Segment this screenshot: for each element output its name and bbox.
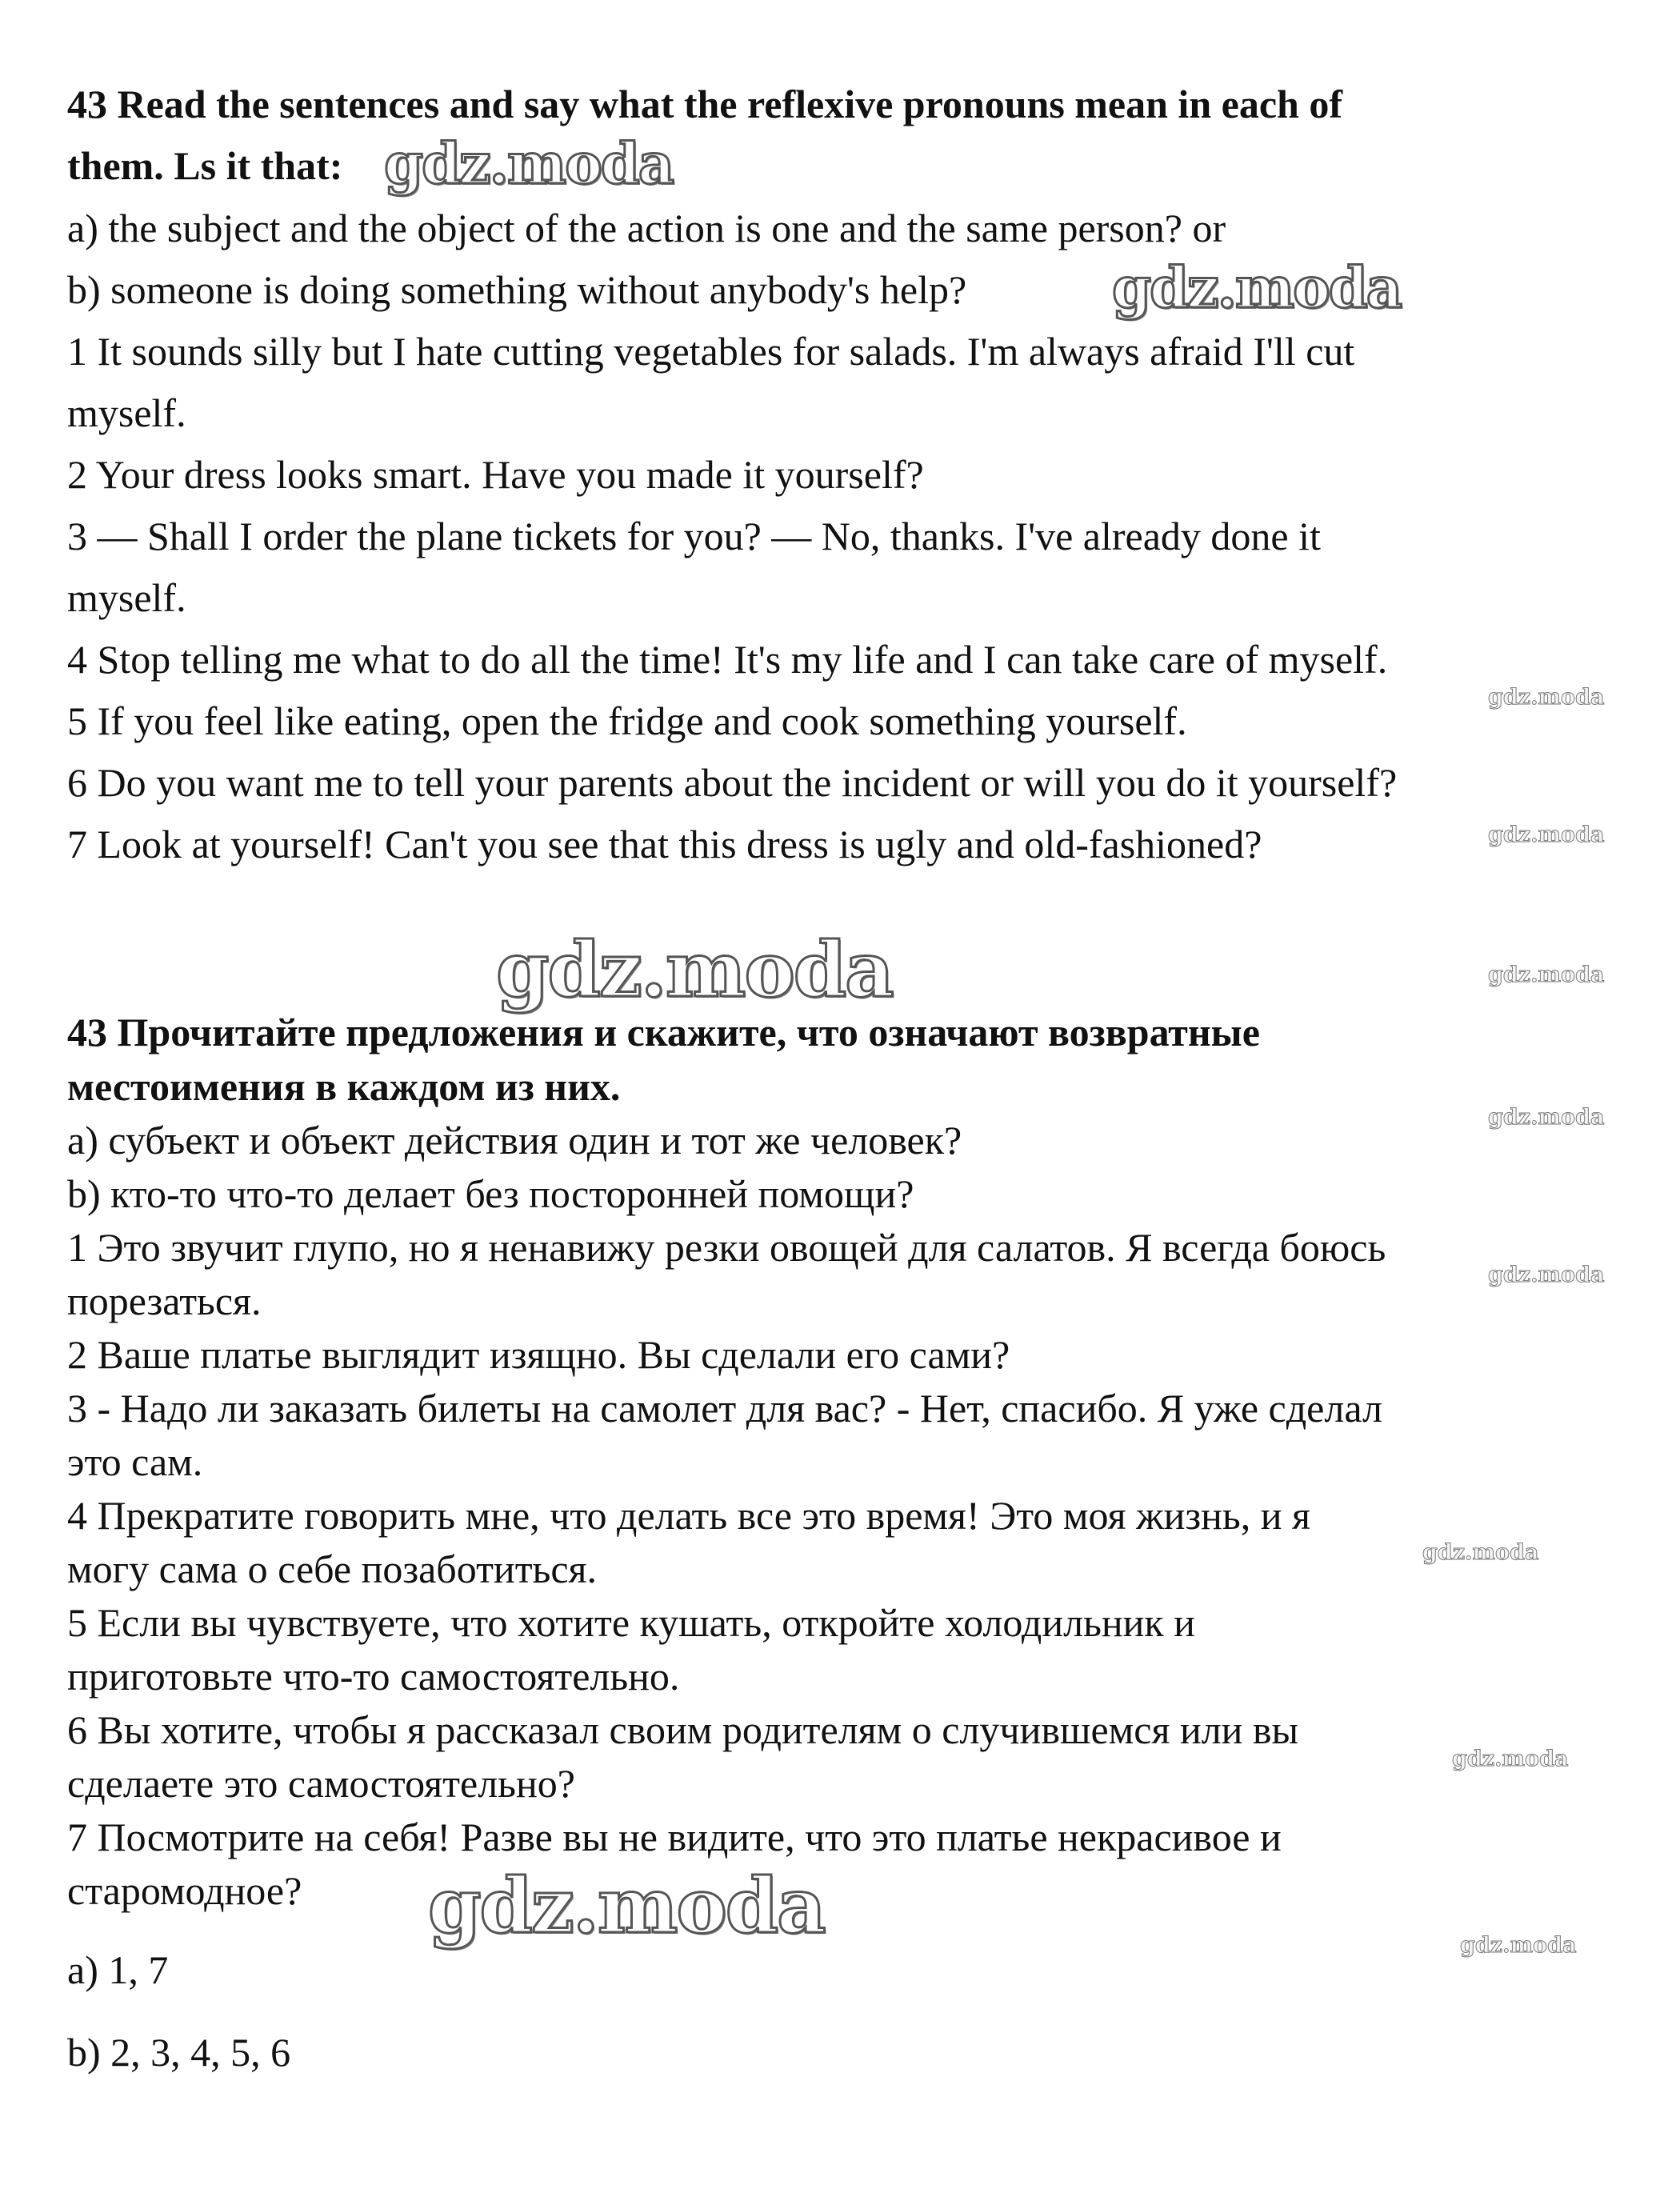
russian-option-b: b) кто-то что-то делает без посторонней помощи? xyxy=(67,1171,914,1216)
russian-sentence-3-line-1: 3 - Надо ли заказать билеты на самолет для вас? - Нет, спасибо. Я уже сделал xyxy=(67,1386,1382,1431)
russian-sentence-1-line-1: 1 Это звучит глупо, но я ненавижу резки овощей для салатов. Я всегда боюсь xyxy=(67,1225,1386,1270)
watermark-logo: gdz.moda xyxy=(496,926,893,1014)
russian-sentence-3-line-2: это сам. xyxy=(67,1439,203,1484)
english-sentence-1-line-2: myself. xyxy=(67,390,186,435)
watermark-logo: gdz.moda xyxy=(384,130,674,197)
english-sentence-3-line-2: myself. xyxy=(67,575,186,620)
english-heading-line-1: 43 Read the sentences and say what the reflexive pronouns mean in each of xyxy=(67,82,1342,126)
english-heading-line-2: them. Ls it that: xyxy=(67,143,343,188)
watermark-logo: gdz.moda xyxy=(428,1862,825,1951)
russian-sentence-6-line-1: 6 Вы хотите, чтобы я рассказал своим родителям о случившемся или вы xyxy=(67,1707,1299,1752)
russian-sentence-4-line-1: 4 Прекратите говорить мне, что делать все это время! Это моя жизнь, и я xyxy=(67,1493,1310,1538)
english-sentence-4: 4 Stop telling me what to do all the time! It's my life and I can take care of myself. xyxy=(67,637,1388,682)
watermark-small: gdz.moda xyxy=(1488,1105,1605,1130)
russian-sentence-2: 2 Ваше платье выглядит изящно. Вы сделали его сами? xyxy=(67,1332,1010,1377)
russian-heading-line-2: местоимения в каждом из них. xyxy=(67,1064,621,1109)
english-option-a: a) the subject and the object of the action is one and the same person? or xyxy=(67,206,1226,250)
russian-sentence-4-line-2: могу сама о себе позаботиться. xyxy=(67,1547,598,1591)
watermark-small: gdz.moda xyxy=(1460,1933,1577,1958)
english-sentence-2: 2 Your dress looks smart. Have you made it yourself? xyxy=(67,452,924,497)
watermark-small: gdz.moda xyxy=(1422,1540,1539,1565)
answer-a: a) 1, 7 xyxy=(67,1947,169,1992)
watermark-logo: gdz.moda xyxy=(1112,254,1402,321)
watermark-small: gdz.moda xyxy=(1488,962,1605,987)
english-sentence-6: 6 Do you want me to tell your parents about the incident or will you do it yourself? xyxy=(67,760,1398,805)
russian-sentence-6-line-2: сделаете это самостоятельно? xyxy=(67,1761,575,1806)
russian-sentence-7-line-1: 7 Посмотрите на себя! Разве вы не видите, что это платье некрасивое и xyxy=(67,1815,1282,1859)
english-sentence-5: 5 If you feel like eating, open the fridge and cook something yourself. xyxy=(67,698,1187,743)
english-option-b: b) someone is doing something without anybody's help? xyxy=(67,267,967,312)
russian-heading-line-1: 43 Прочитайте предложения и скажите, что означают возвратные xyxy=(67,1010,1260,1054)
russian-sentence-1-line-2: порезаться. xyxy=(67,1279,262,1323)
russian-sentence-5-line-2: приготовьте что-то самостоятельно. xyxy=(67,1654,680,1699)
english-sentence-3-line-1: 3 — Shall I order the plane tickets for you? — No, thanks. I've already done it xyxy=(67,514,1321,558)
watermark-small: gdz.moda xyxy=(1488,822,1605,847)
watermark-small: gdz.moda xyxy=(1452,1747,1569,1771)
watermark-small: gdz.moda xyxy=(1488,685,1605,710)
russian-sentence-7-line-2: старомодное? xyxy=(67,1868,302,1913)
english-sentence-1-line-1: 1 It sounds silly but I hate cutting vegetables for salads. I'm always afraid I'll cut xyxy=(67,329,1355,374)
english-sentence-7: 7 Look at yourself! Can't you see that this dress is ugly and old-fashioned? xyxy=(67,822,1262,866)
watermark-small: gdz.moda xyxy=(1488,1263,1605,1287)
answer-b: b) 2, 3, 4, 5, 6 xyxy=(67,2030,291,2075)
russian-option-a: a) субъект и объект действия один и тот же человек? xyxy=(67,1118,962,1163)
russian-sentence-5-line-1: 5 Если вы чувствуете, что хотите кушать, откройте холодильник и xyxy=(67,1600,1195,1645)
